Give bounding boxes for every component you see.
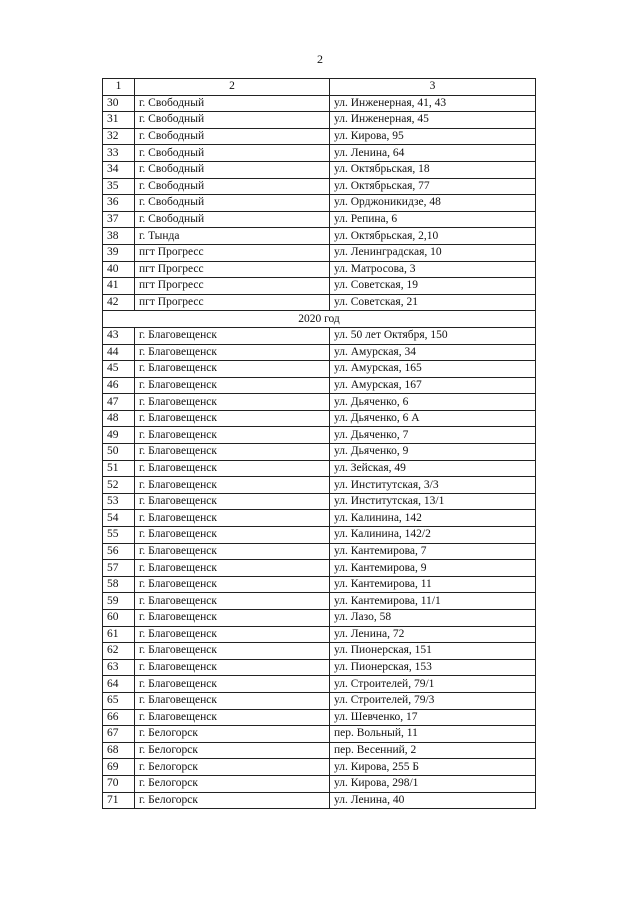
row-number: 41 <box>103 278 135 295</box>
row-number: 52 <box>103 477 135 494</box>
row-address: ул. Дьяченко, 6 А <box>330 410 536 427</box>
row-number: 42 <box>103 294 135 311</box>
page-number: 2 <box>317 52 323 66</box>
row-number: 54 <box>103 510 135 527</box>
table-row <box>103 161 536 178</box>
year-row <box>103 311 536 328</box>
row-address: ул. Инженерная, 41, 43 <box>330 95 536 112</box>
row-number: 36 <box>103 195 135 212</box>
row-address: ул. Кантемирова, 11/1 <box>330 593 536 610</box>
row-city: г. Свободный <box>135 178 330 195</box>
table-row <box>103 95 536 112</box>
row-address: ул. Кантемирова, 9 <box>330 560 536 577</box>
table-row <box>103 228 536 245</box>
table-row <box>103 394 536 411</box>
address-table <box>102 78 536 809</box>
row-number: 31 <box>103 112 135 129</box>
row-address: ул. Калинина, 142/2 <box>330 527 536 544</box>
table-row <box>103 692 536 709</box>
row-address: ул. 50 лет Октября, 150 <box>330 327 536 344</box>
row-address: ул. Дьяченко, 6 <box>330 394 536 411</box>
row-city: г. Свободный <box>135 195 330 212</box>
row-city: г. Благовещенск <box>135 327 330 344</box>
row-city: г. Белогорск <box>135 726 330 743</box>
row-city: г. Белогорск <box>135 742 330 759</box>
row-number: 59 <box>103 593 135 610</box>
table-row <box>103 195 536 212</box>
row-city: г. Благовещенск <box>135 460 330 477</box>
table-row <box>103 112 536 129</box>
row-number: 60 <box>103 610 135 627</box>
row-city: г. Благовещенск <box>135 377 330 394</box>
row-city: г. Благовещенск <box>135 692 330 709</box>
table-row <box>103 643 536 660</box>
table-row <box>103 377 536 394</box>
table-row <box>103 361 536 378</box>
row-city: г. Благовещенск <box>135 361 330 378</box>
table-row <box>103 726 536 743</box>
table-row <box>103 742 536 759</box>
row-number: 67 <box>103 726 135 743</box>
row-city: г. Благовещенск <box>135 427 330 444</box>
header-col-2: 2 <box>135 79 330 96</box>
row-city: пгт Прогресс <box>135 244 330 261</box>
row-number: 32 <box>103 128 135 145</box>
row-number: 40 <box>103 261 135 278</box>
table-row <box>103 211 536 228</box>
row-number: 63 <box>103 659 135 676</box>
table-row <box>103 327 536 344</box>
row-city: пгт Прогресс <box>135 261 330 278</box>
row-address: ул. Пионерская, 153 <box>330 659 536 676</box>
row-number: 55 <box>103 527 135 544</box>
row-address: ул. Советская, 19 <box>330 278 536 295</box>
table-row <box>103 294 536 311</box>
row-number: 43 <box>103 327 135 344</box>
row-address: ул. Октябрьская, 2,10 <box>330 228 536 245</box>
row-number: 46 <box>103 377 135 394</box>
row-address: ул. Инженерная, 45 <box>330 112 536 129</box>
row-number: 30 <box>103 95 135 112</box>
row-city: г. Благовещенск <box>135 676 330 693</box>
header-col-1: 1 <box>103 79 135 96</box>
table-row <box>103 444 536 461</box>
table-row <box>103 427 536 444</box>
table-row <box>103 626 536 643</box>
row-address: ул. Институтская, 13/1 <box>330 493 536 510</box>
row-address: ул. Зейская, 49 <box>330 460 536 477</box>
row-city: г. Тында <box>135 228 330 245</box>
row-number: 44 <box>103 344 135 361</box>
row-address: ул. Амурская, 34 <box>330 344 536 361</box>
row-address: ул. Дьяченко, 9 <box>330 444 536 461</box>
row-city: г. Свободный <box>135 112 330 129</box>
row-number: 47 <box>103 394 135 411</box>
row-address: ул. Советская, 21 <box>330 294 536 311</box>
row-number: 57 <box>103 560 135 577</box>
table-row <box>103 560 536 577</box>
row-address: ул. Октябрьская, 77 <box>330 178 536 195</box>
row-city: г. Благовещенск <box>135 410 330 427</box>
row-address: ул. Репина, 6 <box>330 211 536 228</box>
row-number: 34 <box>103 161 135 178</box>
table-row <box>103 510 536 527</box>
row-number: 56 <box>103 543 135 560</box>
row-address: ул. Строителей, 79/1 <box>330 676 536 693</box>
row-number: 39 <box>103 244 135 261</box>
table-row <box>103 792 536 809</box>
row-city: г. Благовещенск <box>135 626 330 643</box>
row-city: г. Благовещенск <box>135 344 330 361</box>
table-row <box>103 244 536 261</box>
row-address: ул. Амурская, 167 <box>330 377 536 394</box>
table-row <box>103 178 536 195</box>
table-row <box>103 261 536 278</box>
table-row <box>103 775 536 792</box>
row-address: ул. Орджоникидзе, 48 <box>330 195 536 212</box>
row-address: ул. Шевченко, 17 <box>330 709 536 726</box>
table-row <box>103 610 536 627</box>
row-address: ул. Лазо, 58 <box>330 610 536 627</box>
table-row <box>103 659 536 676</box>
row-address: ул. Калинина, 142 <box>330 510 536 527</box>
row-city: г. Благовещенск <box>135 510 330 527</box>
row-address: ул. Ленина, 40 <box>330 792 536 809</box>
row-city: г. Благовещенск <box>135 493 330 510</box>
row-address: ул. Кантемирова, 7 <box>330 543 536 560</box>
row-city: г. Белогорск <box>135 759 330 776</box>
row-number: 61 <box>103 626 135 643</box>
row-city: г. Благовещенск <box>135 709 330 726</box>
row-address: пер. Весенний, 2 <box>330 742 536 759</box>
row-city: г. Свободный <box>135 128 330 145</box>
table-row <box>103 709 536 726</box>
table-row <box>103 593 536 610</box>
row-number: 37 <box>103 211 135 228</box>
table-row <box>103 676 536 693</box>
row-city: г. Благовещенск <box>135 527 330 544</box>
row-number: 71 <box>103 792 135 809</box>
row-address: ул. Кирова, 95 <box>330 128 536 145</box>
row-number: 69 <box>103 759 135 776</box>
row-address: ул. Ленина, 72 <box>330 626 536 643</box>
row-city: г. Благовещенск <box>135 659 330 676</box>
row-number: 51 <box>103 460 135 477</box>
row-city: г. Благовещенск <box>135 610 330 627</box>
header-row <box>103 79 536 96</box>
table-row <box>103 527 536 544</box>
row-address: ул. Матросова, 3 <box>330 261 536 278</box>
row-address: ул. Институтская, 3/3 <box>330 477 536 494</box>
row-number: 53 <box>103 493 135 510</box>
row-address: ул. Октябрьская, 18 <box>330 161 536 178</box>
row-city: г. Свободный <box>135 95 330 112</box>
row-city: г. Свободный <box>135 211 330 228</box>
row-address: пер. Вольный, 11 <box>330 726 536 743</box>
section-rows-2 <box>103 327 536 808</box>
row-number: 65 <box>103 692 135 709</box>
table-row <box>103 477 536 494</box>
row-city: пгт Прогресс <box>135 278 330 295</box>
row-city: г. Благовещенск <box>135 576 330 593</box>
header-col-3: 3 <box>330 79 536 96</box>
table-row <box>103 576 536 593</box>
table-row <box>103 759 536 776</box>
row-address: ул. Кантемирова, 11 <box>330 576 536 593</box>
row-number: 66 <box>103 709 135 726</box>
row-city: г. Благовещенск <box>135 543 330 560</box>
table-row <box>103 410 536 427</box>
row-number: 50 <box>103 444 135 461</box>
row-city: г. Благовещенск <box>135 643 330 660</box>
table-row <box>103 543 536 560</box>
row-address: ул. Строителей, 79/3 <box>330 692 536 709</box>
row-number: 68 <box>103 742 135 759</box>
row-number: 45 <box>103 361 135 378</box>
row-number: 48 <box>103 410 135 427</box>
row-number: 58 <box>103 576 135 593</box>
table-row <box>103 493 536 510</box>
row-city: г. Белогорск <box>135 792 330 809</box>
row-city: г. Благовещенск <box>135 394 330 411</box>
row-number: 38 <box>103 228 135 245</box>
section-rows-1 <box>103 95 536 311</box>
row-city: г. Благовещенск <box>135 444 330 461</box>
row-number: 62 <box>103 643 135 660</box>
table-row <box>103 460 536 477</box>
row-number: 33 <box>103 145 135 162</box>
row-address: ул. Амурская, 165 <box>330 361 536 378</box>
row-city: г. Белогорск <box>135 775 330 792</box>
row-address: ул. Дьяченко, 7 <box>330 427 536 444</box>
row-address: ул. Кирова, 255 Б <box>330 759 536 776</box>
row-city: пгт Прогресс <box>135 294 330 311</box>
row-number: 64 <box>103 676 135 693</box>
row-number: 35 <box>103 178 135 195</box>
row-address: ул. Кирова, 298/1 <box>330 775 536 792</box>
row-city: г. Благовещенск <box>135 560 330 577</box>
table-row <box>103 278 536 295</box>
row-city: г. Свободный <box>135 161 330 178</box>
row-number: 49 <box>103 427 135 444</box>
table-row <box>103 128 536 145</box>
row-city: г. Свободный <box>135 145 330 162</box>
row-city: г. Благовещенск <box>135 593 330 610</box>
year-label: 2020 год <box>103 311 536 328</box>
row-address: ул. Пионерская, 151 <box>330 643 536 660</box>
row-city: г. Благовещенск <box>135 477 330 494</box>
table-row <box>103 344 536 361</box>
table-row <box>103 145 536 162</box>
row-address: ул. Ленина, 64 <box>330 145 536 162</box>
row-address: ул. Ленинградская, 10 <box>330 244 536 261</box>
row-number: 70 <box>103 775 135 792</box>
